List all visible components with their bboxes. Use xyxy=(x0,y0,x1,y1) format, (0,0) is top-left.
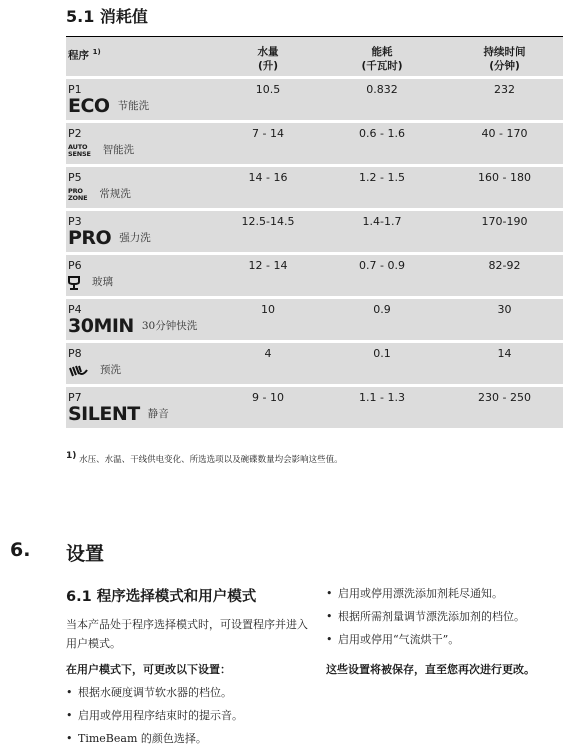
program-cell xyxy=(66,167,218,208)
duration-value: 30 xyxy=(497,303,512,316)
right-bullet-list xyxy=(326,585,525,654)
energy-value: 1.4-1.7 xyxy=(362,215,402,228)
30min-logo: 30MIN xyxy=(68,315,134,337)
program-desc: 预洗 xyxy=(100,364,121,376)
logo-line-2: SENSE xyxy=(68,149,91,158)
table-row xyxy=(66,299,563,343)
program-cell xyxy=(66,211,218,252)
left-bullet-list xyxy=(66,684,243,753)
prewash-hand-icon xyxy=(68,364,88,378)
footnote-mark: 1) xyxy=(66,451,77,461)
program-cell xyxy=(66,79,218,120)
header-duration-unit: (分钟) xyxy=(489,60,520,72)
header-duration xyxy=(446,37,563,73)
user-mode-heading: 在用户模式下，可更改以下设置： xyxy=(66,663,231,676)
duration-value: 40 - 170 xyxy=(481,127,528,140)
energy-value: 0.7 - 0.9 xyxy=(359,259,405,272)
program-id: P5 xyxy=(68,171,82,184)
table-header-row xyxy=(66,37,563,79)
program-id: P3 xyxy=(68,215,82,228)
program-cell xyxy=(66,387,218,428)
consumption-table xyxy=(66,36,563,431)
program-desc: 强力洗 xyxy=(119,232,151,244)
header-water xyxy=(218,37,318,73)
prozone-logo xyxy=(68,188,87,202)
program-desc: 常规洗 xyxy=(99,188,131,200)
water-value: 7 - 14 xyxy=(252,127,284,140)
water-value: 10.5 xyxy=(255,83,281,96)
glass-icon xyxy=(68,276,80,290)
water-value: 10 xyxy=(261,303,275,316)
energy-value: 0.9 xyxy=(373,303,391,316)
list-item: • 启用或停用漂洗添加剂耗尽通知。 xyxy=(326,585,525,608)
table-row xyxy=(66,79,563,123)
header-program xyxy=(66,37,218,63)
duration-value: 82-92 xyxy=(488,259,521,272)
eco-logo: ECO xyxy=(68,95,110,117)
footnote-text: 水压、水温、干线供电变化、所选选项以及碗碟数量均会影响这些值。 xyxy=(79,454,343,465)
water-value: 4 xyxy=(264,347,272,360)
water-value: 12 - 14 xyxy=(248,259,288,272)
chapter-title: 设置 xyxy=(66,543,105,565)
table-row xyxy=(66,167,563,211)
program-id: P8 xyxy=(68,347,82,360)
program-id: P4 xyxy=(68,303,82,316)
section-title: 5.1 消耗值 xyxy=(66,7,148,26)
header-program-footnote-mark: 1) xyxy=(92,48,101,56)
header-energy-unit: (千瓦时) xyxy=(361,60,403,72)
header-water-unit: (升) xyxy=(257,60,279,72)
table-row xyxy=(66,343,563,387)
water-value: 12.5-14.5 xyxy=(241,215,295,228)
logo-line-2: ZONE xyxy=(68,193,88,202)
water-value: 9 - 10 xyxy=(252,391,284,404)
header-energy-label: 能耗 xyxy=(371,46,393,58)
program-id: P7 xyxy=(68,391,82,404)
program-desc: 静音 xyxy=(147,408,169,420)
pro-logo: PRO xyxy=(68,227,112,249)
energy-value: 0.6 - 1.6 xyxy=(359,127,405,140)
program-cell xyxy=(66,123,218,164)
duration-value: 230 - 250 xyxy=(478,391,531,404)
program-cell xyxy=(66,299,218,340)
program-id: P6 xyxy=(68,259,82,272)
autosense-logo xyxy=(68,144,91,158)
header-program-label: 程序 xyxy=(68,49,89,62)
water-value: 14 - 16 xyxy=(248,171,288,184)
program-id: P1 xyxy=(68,83,82,96)
list-item: • 启用或停用“气流烘干”。 xyxy=(326,631,525,654)
header-water-label: 水量 xyxy=(257,46,279,58)
program-desc: 智能洗 xyxy=(102,144,135,156)
program-desc: 玻璃 xyxy=(92,276,113,288)
chapter-number: 6. xyxy=(10,539,31,561)
logo-line-1: PRO xyxy=(68,186,83,195)
table-footnote xyxy=(66,451,343,465)
list-item: • 根据所需剂量调节漂洗添加剂的档位。 xyxy=(326,608,525,631)
header-energy xyxy=(318,37,446,73)
energy-value: 1.2 - 1.5 xyxy=(359,171,405,184)
program-desc: 30分钟快洗 xyxy=(141,320,198,332)
duration-value: 170-190 xyxy=(481,215,528,228)
energy-value: 0.832 xyxy=(366,83,398,96)
list-item: • 启用或停用程序结束时的提示音。 xyxy=(66,707,243,730)
energy-value: 1.1 - 1.3 xyxy=(359,391,405,404)
subsection-title: 6.1 程序选择模式和用户模式 xyxy=(66,589,257,605)
settings-saved-note: 这些设置将被保存，直至您再次进行更改。 xyxy=(326,663,535,676)
duration-value: 160 - 180 xyxy=(478,171,531,184)
intro-paragraph: 当本产品处于程序选择模式时，可设置程序并进入用户模式。 xyxy=(66,618,308,650)
table-row xyxy=(66,387,563,431)
duration-value: 232 xyxy=(494,83,515,96)
table-row xyxy=(66,123,563,167)
header-duration-label: 持续时间 xyxy=(483,46,526,58)
list-item: • TimeBeam 的颜色选择。 xyxy=(66,730,243,753)
energy-value: 0.1 xyxy=(373,347,391,360)
logo-line-1: AUTO xyxy=(68,142,88,151)
silent-logo: SILENT xyxy=(68,403,140,425)
table-row xyxy=(66,255,563,299)
duration-value: 14 xyxy=(497,347,512,360)
program-desc: 节能洗 xyxy=(117,100,150,112)
program-cell xyxy=(66,255,218,296)
table-row xyxy=(66,211,563,255)
program-cell xyxy=(66,343,218,384)
program-id: P2 xyxy=(68,127,82,140)
list-item: • 根据水硬度调节软水器的档位。 xyxy=(66,684,243,707)
